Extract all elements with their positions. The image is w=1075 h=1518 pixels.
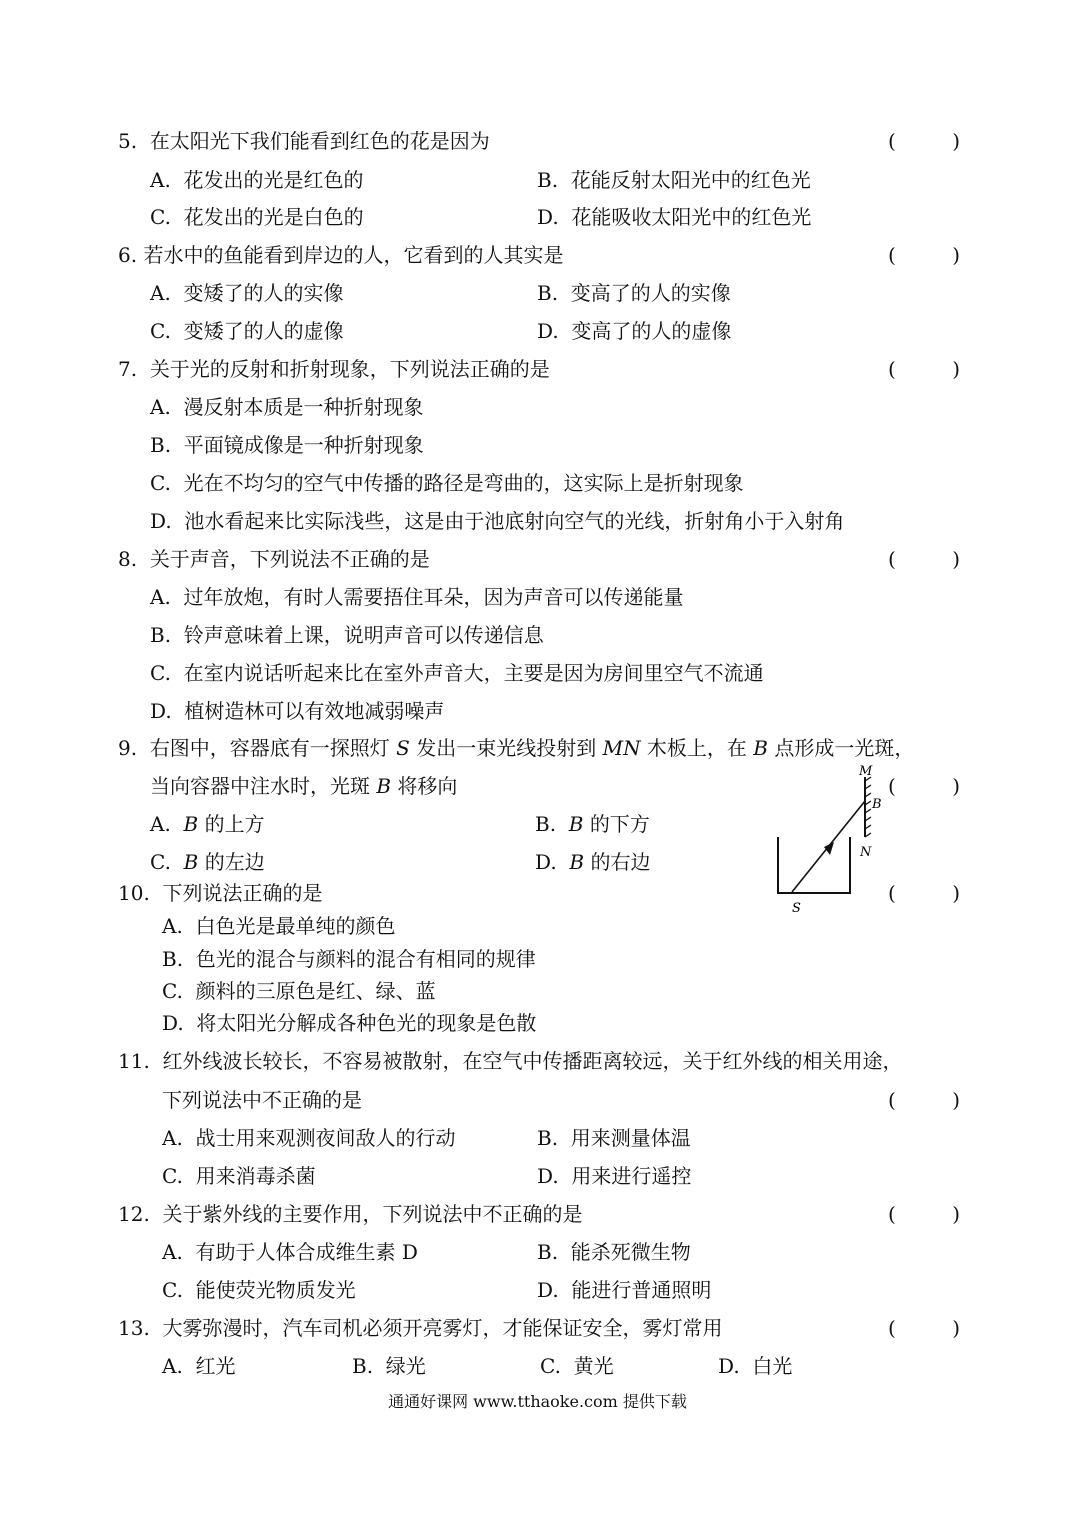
q9-option-a: A. B 的上方 [150,812,265,836]
q13-option-a: A. 红光 [162,1354,236,1378]
q7-stem: 7. 关于光的反射和折射现象，下列说法正确的是 [118,357,550,381]
q11-stem-line2: 下列说法中不正确的是 [162,1088,362,1112]
q7-option-a: A. 漫反射本质是一种折射现象 [150,395,424,419]
label-s: S [792,901,801,916]
q8-option-b: B. 铃声意味着上课，说明声音可以传递信息 [150,623,544,647]
q12-option-c: C. 能使荧光物质发光 [162,1278,356,1302]
q13-option-b: B. 绿光 [352,1354,426,1378]
q5-option-d: D. 花能吸收太阳光中的红色光 [537,205,812,229]
q9-option-d: D. B 的右边 [535,850,651,874]
q6-option-b: B. 变高了的人的实像 [537,281,731,305]
q13-option-d: D. 白光 [718,1354,793,1378]
q10-option-d: D. 将太阳光分解成各种色光的现象是色散 [162,1011,537,1035]
q10-stem: 10. 下列说法正确的是 [118,881,323,905]
q10-answer-bracket: ( ) [888,881,960,905]
page-footer: 通通好课网 www.tthaoke.com 提供下载 [388,1392,687,1411]
q5-answer-bracket: ( ) [888,129,960,153]
light-ray-arrowhead [824,842,834,855]
q5-option-a: A. 花发出的光是红色的 [150,168,364,192]
q7-answer-bracket: ( ) [888,357,960,381]
q12-option-a: A. 有助于人体合成维生素 D [162,1240,418,1264]
q8-answer-bracket: ( ) [888,547,960,571]
q12-option-d: D. 能进行普通照明 [537,1278,712,1302]
q11-answer-bracket: ( ) [888,1088,960,1112]
q9-stem-line1: 9. 右图中，容器底有一探照灯 S 发出一束光线投射到 MN 木板上，在 B 点形成一光斑， [118,736,915,760]
q8-option-a: A. 过年放炮，有时人需要捂住耳朵，因为声音可以传递能量 [150,585,684,609]
q11-option-d: D. 用来进行遥控 [537,1164,692,1188]
q6-option-a: A. 变矮了的人的实像 [150,281,344,305]
q6-option-d: D. 变高了的人的虚像 [537,319,732,343]
q13-option-c: C. 黄光 [540,1354,614,1378]
q7-option-c: C. 光在不均匀的空气中传播的路径是弯曲的，这实际上是折射现象 [150,471,744,495]
q10-option-a: A. 白色光是最单纯的颜色 [162,914,396,938]
q11-option-b: B. 用来测量体温 [537,1126,691,1150]
q6-option-c: C. 变矮了的人的虚像 [150,319,344,343]
q13-stem: 13. 大雾弥漫时，汽车司机必须开亮雾灯，才能保证安全，雾灯常用 [118,1316,723,1340]
q10-option-c: C. 颜料的三原色是红、绿、蓝 [162,979,436,1003]
q8-option-c: C. 在室内说话听起来比在室外声音大，主要是因为房间里空气不流通 [150,661,764,685]
q8-stem: 8. 关于声音，下列说法不正确的是 [118,547,430,571]
q9-figure [770,765,890,920]
q13-answer-bracket: ( ) [888,1316,960,1340]
q6-answer-bracket: ( ) [888,243,960,267]
q9-answer-bracket: ( ) [888,774,960,798]
q12-stem: 12. 关于紫外线的主要作用，下列说法中不正确的是 [118,1202,583,1226]
q11-stem-line1: 11. 红外线波长较长，不容易被散射，在空气中传播距离较远，关于红外线的相关用途， [118,1049,903,1073]
q8-option-d: D. 植树造林可以有效地减弱噪声 [150,699,445,723]
q12-answer-bracket: ( ) [888,1202,960,1226]
label-m: M [859,765,873,779]
q12-option-b: B. 能杀死微生物 [537,1240,691,1264]
q6-stem: 6. 若水中的鱼能看到岸边的人，它看到的人其实是 [118,243,564,267]
q11-option-a: A. 战士用来观测夜间敌人的行动 [162,1126,456,1150]
q7-option-b: B. 平面镜成像是一种折射现象 [150,433,424,457]
q7-option-d: D. 池水看起来比实际浅些，这是由于池底射向空气的光线，折射角小于入射角 [150,509,845,533]
q5-option-c: C. 花发出的光是白色的 [150,205,364,229]
q9-option-b: B. B 的下方 [535,812,650,836]
label-n: N [860,845,872,860]
q5-stem: 5. 在太阳光下我们能看到红色的花是因为 [118,129,490,153]
q9-option-c: C. B 的左边 [150,850,265,874]
q9-stem-line2: 当向容器中注水时，光斑 B 将移向 [150,774,458,798]
q10-option-b: B. 色光的混合与颜料的混合有相同的规律 [162,947,536,971]
label-b: B [872,797,882,812]
q5-option-b: B. 花能反射太阳光中的红色光 [537,168,811,192]
q11-option-c: C. 用来消毒杀菌 [162,1164,316,1188]
